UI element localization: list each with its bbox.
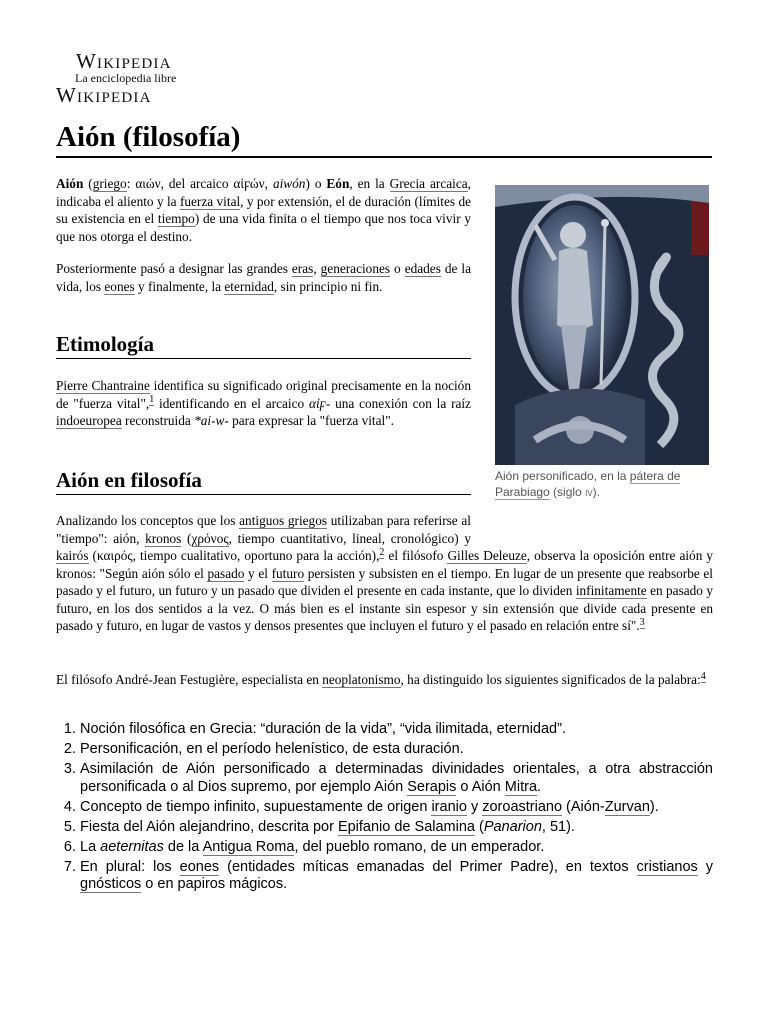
text: utilizaban para referirse al "tiempo": aión, (56, 513, 471, 546)
link-eones-plural[interactable]: eones (179, 858, 220, 875)
text: En plural: los (80, 858, 180, 875)
text: ). (649, 798, 659, 815)
figure-caption (495, 468, 710, 500)
text: identifica su significado original precisamente en la noción de "fuerza vital", (56, 378, 471, 411)
meanings-list (56, 721, 713, 896)
link-cristianos[interactable]: cristianos (636, 858, 698, 875)
link-gnosticos[interactable]: gnósticos (80, 876, 142, 893)
text: Asimilación de Aión personificado a determinadas divinidades orientales, a otra abstracción personificada o al Dios supremo, por ejemplo Aión (80, 761, 713, 795)
text: persisten y subsisten en el tiempo. En lugar de un presente que reabsorbe el pasado y el futuro, un futuro y un pasado que dividen el presente en cada instante, que lo dividen (56, 565, 714, 598)
text: , tiempo cuantitativo, lineal, cronológico) y (228, 530, 471, 546)
wikipedia-logo[interactable] (56, 50, 206, 106)
etimologia-paragraph (56, 377, 471, 430)
text: Noción filosófica en Grecia: “duración de la vida”, “vida ilimitada, eternidad”. (80, 721, 566, 737)
text-italic: aeternitas (100, 838, 164, 855)
term-eon: Eón (326, 176, 350, 191)
text: de la (163, 838, 203, 855)
text: ( (181, 530, 192, 546)
link-antigua-roma[interactable]: Antigua Roma (202, 838, 295, 855)
link-infinitamente[interactable]: infinitamente (575, 583, 647, 598)
figure-aion (495, 185, 710, 500)
reference-4[interactable]: 4 (700, 670, 706, 682)
link-tiempo[interactable]: tiempo (157, 211, 195, 226)
list-item (80, 859, 713, 894)
reference-3[interactable]: 3 (639, 616, 645, 628)
text-italic: aiwón (272, 176, 306, 191)
link-pierre-chantraine[interactable]: Pierre Chantraine (56, 378, 150, 393)
link-neoplatonismo[interactable]: neoplatonismo (322, 672, 401, 687)
text: : αιών, del arcaico αἰϝών, (126, 176, 273, 191)
text: Personificación, en el período helenístico, de esta duración. (80, 741, 464, 758)
list-item (80, 839, 713, 856)
link-antiguos-griegos[interactable]: antiguos griegos (239, 513, 328, 528)
text: (Aión- (562, 798, 605, 815)
link-mitra[interactable]: Mitra (504, 778, 538, 795)
text: en pasado y futuro, en los dos sentidos a la vez. O más bien es el instante sin espesor y sin extensión que divide cada presente en pasado y futuro, en lugar de vastos y densos presentes que incluyen el futuro y el pasado en relación entre sí". (56, 583, 713, 633)
text: ) de una vida finita o el tiempo que nos toca vivir y que nos otorga el destino. (56, 211, 471, 244)
link-zurvan[interactable]: Zurvan (604, 798, 650, 815)
text: Posteriormente pasó a designar las grandes (56, 261, 292, 276)
link-epifanio-de-salamina[interactable]: Epifanio de Salamina (337, 818, 475, 835)
link-iranio[interactable]: iranio (431, 798, 467, 815)
text: o en papiros mágicos. (141, 876, 288, 893)
image-patera-de-parabiago[interactable] (495, 185, 709, 465)
text: (siglo (549, 485, 586, 499)
logo-tagline: La enciclopedia libre (75, 71, 177, 85)
logo-wordmark-secondary: Wikipedia (56, 83, 152, 107)
link-eras[interactable]: eras (291, 261, 314, 276)
link-grecia-arcaica[interactable]: Grecia arcaica (389, 176, 468, 191)
text: y (697, 858, 713, 875)
text: ) o (305, 176, 327, 191)
text: y el (244, 565, 272, 581)
link-serapis[interactable]: Serapis (407, 778, 457, 795)
link-pasado[interactable]: pasado (207, 565, 245, 581)
text: ). (592, 485, 600, 499)
text: una conexión con la raíz (330, 395, 471, 411)
float-spacer (471, 512, 713, 546)
text: (καιρός, tiempo cualitativo, oportuno para la acción), (88, 548, 380, 563)
text: , en la (349, 176, 390, 191)
link-kronos[interactable]: kronos (145, 530, 182, 546)
reference-1[interactable]: 1 (149, 394, 155, 406)
text: de la vida, los (56, 261, 472, 294)
link-generaciones[interactable]: generaciones (320, 261, 391, 276)
filosofia-paragraph-2 (56, 671, 713, 689)
list-item (80, 799, 713, 816)
text: ( (83, 176, 93, 191)
link-griego[interactable]: griego (92, 176, 127, 191)
list-item (80, 721, 713, 738)
filosofia-paragraph-1 (56, 512, 713, 635)
text: Fiesta del Aión alejandrino, descrita por (80, 818, 338, 835)
page-title: Aión (filosofía) (56, 118, 712, 158)
link-chronos-greek[interactable]: χρόνος (191, 530, 229, 546)
text: para expresar la "fuerza vital". (228, 413, 394, 428)
reference-2[interactable]: 2 (379, 546, 385, 558)
text: o (390, 261, 405, 276)
patera-illustration (495, 185, 709, 465)
text: Aión personificado, en la (495, 469, 630, 483)
link-kairos[interactable]: kairós (56, 548, 89, 563)
text: ( (474, 818, 484, 835)
text: , 51). (541, 818, 575, 835)
text-small-caps: iv (585, 485, 593, 499)
link-gilles-deleuze[interactable]: Gilles Deleuze (447, 548, 527, 563)
intro-paragraph-2 (56, 260, 471, 295)
text: La (80, 838, 101, 855)
text: , indicaba el aliento y la (56, 176, 471, 209)
text: , (313, 261, 321, 276)
list-item (80, 761, 713, 796)
list-item (80, 819, 713, 836)
term-aion: Aión (56, 176, 84, 191)
link-fuerza-vital[interactable]: fuerza vital (179, 193, 241, 209)
text: Concepto de tiempo infinito, supuestamente de origen (80, 798, 432, 815)
text: identificando en el arcaico (154, 395, 309, 411)
link-eones[interactable]: eones (104, 278, 135, 294)
link-edades[interactable]: edades (404, 261, 441, 276)
text: , sin principio ni fin. (273, 278, 383, 294)
text: y finalmente, la (134, 278, 225, 294)
text: , del pueblo romano, de un emperador. (294, 838, 545, 855)
text-italic: *ai-w- (194, 413, 229, 428)
text: , y por extensión, el de duración (límites de su existencia en el (56, 193, 471, 226)
link-indoeuropea[interactable]: indoeuropea (56, 413, 122, 428)
text-italic: Panarion (483, 818, 542, 835)
text: o Aión (456, 778, 505, 795)
section-heading-filosofia: Aión en filosofía (56, 466, 471, 495)
text: , ha distinguido los siguientes significados de la palabra: (400, 672, 701, 687)
text: Analizando los conceptos que los (56, 513, 240, 528)
text: . (537, 778, 542, 795)
list-item (80, 741, 713, 758)
link-eternidad[interactable]: eternidad (224, 278, 274, 294)
link-patera-de-parabiago[interactable]: pátera de Parabiago (495, 469, 681, 499)
text: (entidades míticas emanadas del Primer Padre), en textos (219, 858, 637, 875)
text-italic: αἰϝ- (308, 395, 331, 411)
logo-wordmark: Wikipedia (76, 49, 172, 73)
text: reconstruida (121, 413, 195, 428)
link-futuro[interactable]: futuro (271, 565, 305, 581)
text: El filósofo André-Jean Festugière, especialista en (56, 672, 323, 687)
text: el filósofo (384, 548, 448, 563)
link-zoroastriano[interactable]: zoroastriano (482, 798, 563, 815)
intro-paragraph-1 (56, 175, 471, 245)
section-heading-etimologia: Etimología (56, 330, 471, 359)
text: y (466, 798, 483, 815)
text: , observa la oposición entre aión y kronos: "Según aión sólo el (56, 548, 714, 581)
